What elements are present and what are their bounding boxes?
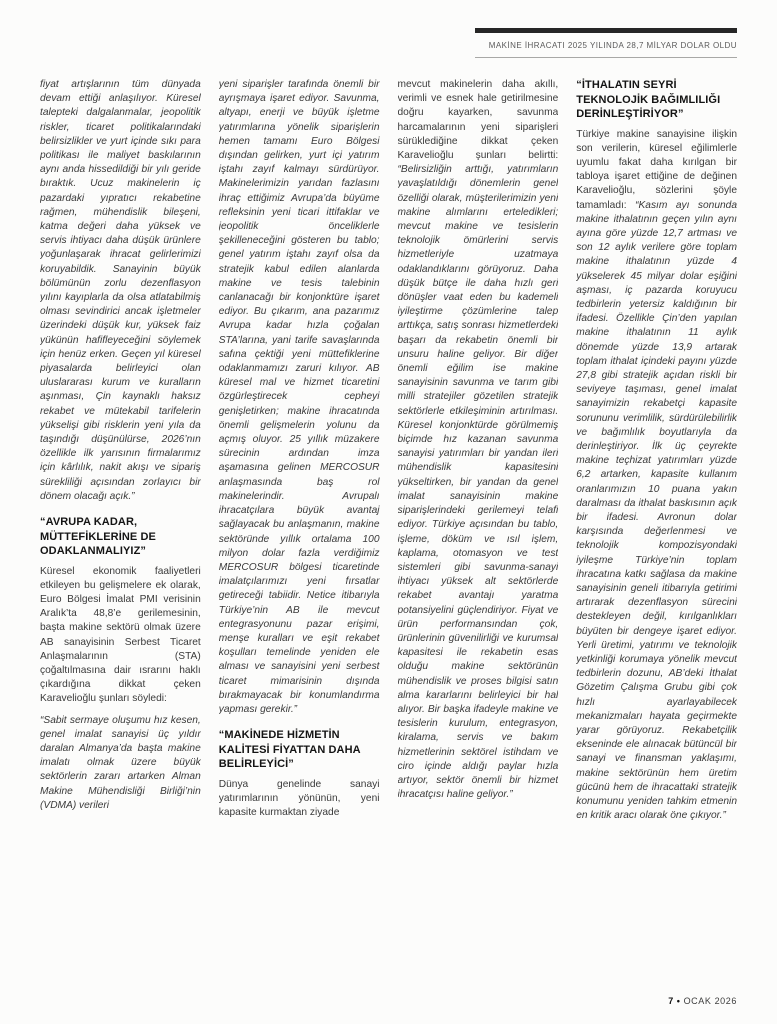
paragraph-body: Küresel ekonomik faaliyetleri etkileyen bu gelişmelere ek olarak, Euro Bölgesi İmalat PMI verisinin Aralık’ta 48,8’e gerilemesinin, başta makine sektörü olmak üzere AB sanayisinin Serbest Ticaret Anlaşmalarının (STA) çoğaltılmasına dair ısrarını haklı çıkardığına dikkat çeken Karavelioğlu şunları söyledi: — [40, 565, 201, 705]
section-heading-import-trend: “İTHALATIN SEYRİ TEKNOLOJİK BAĞIMLILIĞI DERİNLEŞTİRİYOR” — [576, 79, 721, 120]
column-4 — [576, 78, 737, 990]
folio-separator: • — [676, 996, 681, 1006]
article-columns — [40, 78, 737, 990]
issue-label: OCAK 2026 — [683, 996, 737, 1006]
page-number: 7 — [668, 996, 674, 1006]
page-folio — [668, 996, 737, 1006]
column-1 — [40, 78, 201, 990]
section-heading-europe-allies: “AVRUPA KADAR, MÜTTEFİKLERİNE DE ODAKLANMALIYIZ” — [40, 516, 156, 558]
paragraph-mixed — [398, 78, 559, 802]
column-3 — [398, 78, 559, 990]
paragraph-body: Dünya genelinde sanayi yatırımlarının yönünün, yeni kapasite kurmaktan ziyade — [218, 778, 380, 819]
paragraph-mixed — [576, 128, 737, 824]
paragraph-quote: “Sabit sermaye oluşumu hız kesen, genel imalat sanayisi üç yıldır daralan Almanya’da başta makine imalatı olmak üzere büyük sektörlerin zararı artarken Alman Makine Mühendisliği Birliği’nin (VDMA) verileri — [40, 714, 201, 811]
section-heading-service-quality: “MAKİNEDE HİZMETİN KALİTESİ FİYATTAN DAHA BELİRLEYİCİ” — [218, 729, 361, 771]
paragraph-lead: Türkiye makine sanayisine ilişkin son verilerin, küresel eğilimlerle uyumlu fakat daha kırılgan bir tabloya işaret ettiğine de değinen Karavelioğlu, sözlerini şöyle tamamladı: — [576, 128, 737, 211]
running-header — [475, 28, 737, 58]
header-kicker: MAKİNE İHRACATI 2025 YILINDA 28,7 MİLYAR DOLAR OLDU — [488, 41, 737, 50]
paragraph-quote-inline: “Kasım ayı sonunda makine ithalatının geçen yılın aynı ayına göre yüzde 12,7 artması ve son 12 aylık verilere göre toplam makine ithalatının yüzde 4 yükselerek 45 milyar dolar eşiğini aşması, iç pazarda koruyucu tedbirlerin yetersiz kaldığının bir ifadesi. Özellikle Çin’den yapılan makine ithalatının 11 aylık dönemde yüzde 13,9 artarak toplam ithalat içindeki payını yüzde 27,8 gibi stratejik açıdan riskli bir seviyeye taşıması, genel imalat sanayimizin rekabetçi kapasite sorununu verimlilik, sürdürülebilirlik ve bağımlılık boyutlarıyla da derinleştiriyor. İlk üç çeyrekte makine teçhizat yatırımları yüzde 6,2 artarken, kapasite kullanım oranlarımızın 10 puana yakın daralması da ithalat baskısının açık bir ifadesi. Avronun dolar karşısında değerlenmesi ve teknolojik kompozisyondaki iyileşme Türkiye’nin toplam ihracatına katkı sağlasa da makine sanayisinin geneli itibarıyla getirimi artırarak dezenflasyon sürecini destekleyen değil, kırılganlıkları büyüten bir dengeye işaret ediyor. Yerli üretimi, yatırımı ve teknolojik yetkinliği korumaya yönelik mevcut tedbirlerin dozunu, AB’deki İthalat Gözetim Çalışma Grubu gibi çok hızlı ayarlayabilecek mekanizmaları hayata geçirmekte yarar görüyoruz. Rekabetçilik ekseninde ele alınacak bütüncül bir sanayi ve finansman yaklaşımı, makine sektörünün hem üretim gücünü hem de ihracattaki stratejik konumunu yeniden tahkim etmenin en kritik aracı olarak öne çıkıyor.” — [576, 199, 737, 822]
header-thick-rule — [475, 28, 737, 33]
paragraph-quote-inline: “Belirsizliğin arttığı, yatırımların yavaşlatıldığı dönemlerin genel özelliği olarak, müşterilerimizin yeni makine alımlarını erteledikleri; mevcut makine ve tesislerin teknolojik ömürlerini servis hizmetleriyle uzatmaya odaklandıklarını görüyoruz. Daha düşük bütçe ile daha hızlı geri dönüşler vaat eden bu kademeli iyileştirme çözümlerine talep arttıkça, satış sonrası hizmetlerdeki başarı da rekabetin önemli bir unsuru haline geliyor. Bir diğer önemli eğilim ise makine sanayisinin savunma ve tarım gibi milli stratejiler gözetilen stratejik sektörlerle etkileşiminin artırılması. Küresel konjonktürde görülmemiş biçimde hız kazanan savunma sanayisi yatırımları bir yandan ileri mühendislik kapasitesini yükseltirken, bir yandan da genel imalat sanayisinin makine siparişlerindeki gerilemeyi telafi ediyor. Türkiye açısından bu tablo, işleme, döküm ve ısıl işlem, kaplama, otomasyon ve test sistemleri gibi savunma-sanayi ihtiyacı yüksek alt sektörlerde rekabet avantajı yaratma potansiyelini güçlendiriyor. Fiyat ve ürün performansından çok, ürünlerinin güvenilirliği ve kurumsal kapasitesi ile rekabetin esas olduğu makine sektörünün mühendislik ve proses bilgisi satın alma kararlarını belirleyici bir hal alıyor. Bir başka ifadeyle makine ve tesislerin kurulum, entegrasyon, kiralama, servis ve bakım hizmetlerinin sektörel istihdam ve ciro içinde aldığı paylar hızla artıyor, sektör önemli bir hizmet ihracatçısı haline geliyor.” — [397, 164, 559, 801]
header-thin-rule — [475, 57, 737, 58]
paragraph-quote: yeni siparişler tarafında önemli bir ayrışmaya işaret ediyor. Savunma, altyapı, enerji ve büyük işletme yatırımlarına yönelik siparişlerin hemen tamamı Euro Bölgesi dışından gelirken, yurt içi yatırım iştahı zayıf kalmayı sürdürüyor. Makinelerimizin yarıdan fazlasını ihraç ettiğimiz Avrupa’da büyüme refleksinin yeni ticari ittifaklar ve jeopolitik önceliklerle şekilleneceğini gösteren bu tablo; genel yatırım iştahı zayıf olsa da stratejik kabul edilen alanlarda makine ve tesis talebinin canlanacağı bir konjonktüre işaret ediyor. Bu çıkarım, ana pazarımız Avrupa kadar hızla çoğalan STA’larına, yani tarife savaşlarında safına çektiği yeni müttefiklerine odaklanmamızı zaruri kılıyor. AB küresel mal ve hizmet ticaretini özgürleştirecek cepheyi genişletirken; makine ihracatında önemli gelişmelerin yolunu da açmış oluyor. 25 yıllık müzakere sürecinin ardından imza aşamasına gelinen MERCOSUR anlaşmasında baş rol makinelerindir. Avrupalı ihracatçılara büyük avantaj sağlayacak bu anlaşmanın, makine sektöründe yıllık ortalama 100 milyon dolar fazla verdiğimiz MERCOSUR bölgesi ticaretinde imalatçılarımızı yeni fırsatlar getireceği tabiidir. Netice itibarıyla Türkiye’nin AB ile mevcut entegrasyonunu pazar erişimi, menşe kuralları ve eşit rekabet koşulları temelinde yeniden ele alması ve sanayisini yeni serbest ticaret mimarisinin dışında bırakmayacak bir konumlandırma yapması gerekir.” — [218, 79, 380, 715]
column-2 — [219, 78, 380, 990]
paragraph-quote: fiyat artışlarının tüm dünyada devam ettiği anlaşılıyor. Küresel talepteki dalgalanmalar, jeopolitik riskler, ticaret politikalarındaki belirsizlikler ve yurt içinde sıkı para politikası ile maliyet baskılarının aynı anda hissedildiği bir yılı geride bıraktık. Ucuz makinelerin iç pazardaki yıpratıcı rekabetine rağmen, mühendislik bileşeni, katma değeri daha yüksek ve servis ihtiyacı daha düşük ürünlere yoğunlaşarak ihracat gelirlerimizi koruyabildik. Sanayinin büyük bölümünün zorlu dezenflasyon yılını kayıplarla da olsa atlatabilmiş olması sevindirici ancak işletmeler üzerindeki düşük kur, yüksek faiz yükünün hafifleyeceğini söylemek için henüz erken. Geçen yıl küresel piyasalarda belirleyici olan uluslararası kurum ve kuralların aşınması, Çin kaynaklı haksız rekabet ve mütekabil tarifelerin yükselişi gibi risklerin yeni yıla da taşındığı düşünülürse, 2026’nın özellikle ilk yarısının firmalarımız için kârlılık, nakit akışı ve sipariş sürekliliği açısından zorlayıcı bir dönem olacağı açık.” — [40, 79, 201, 502]
paragraph-lead: mevcut makinelerin daha akıllı, verimli ve esnek hale getirilmesine doğru kayarken, savunma harcamalarının yeni siparişleri sürüklediğine dikkat çeken Karavelioğlu şunları belirtti: — [397, 79, 559, 162]
